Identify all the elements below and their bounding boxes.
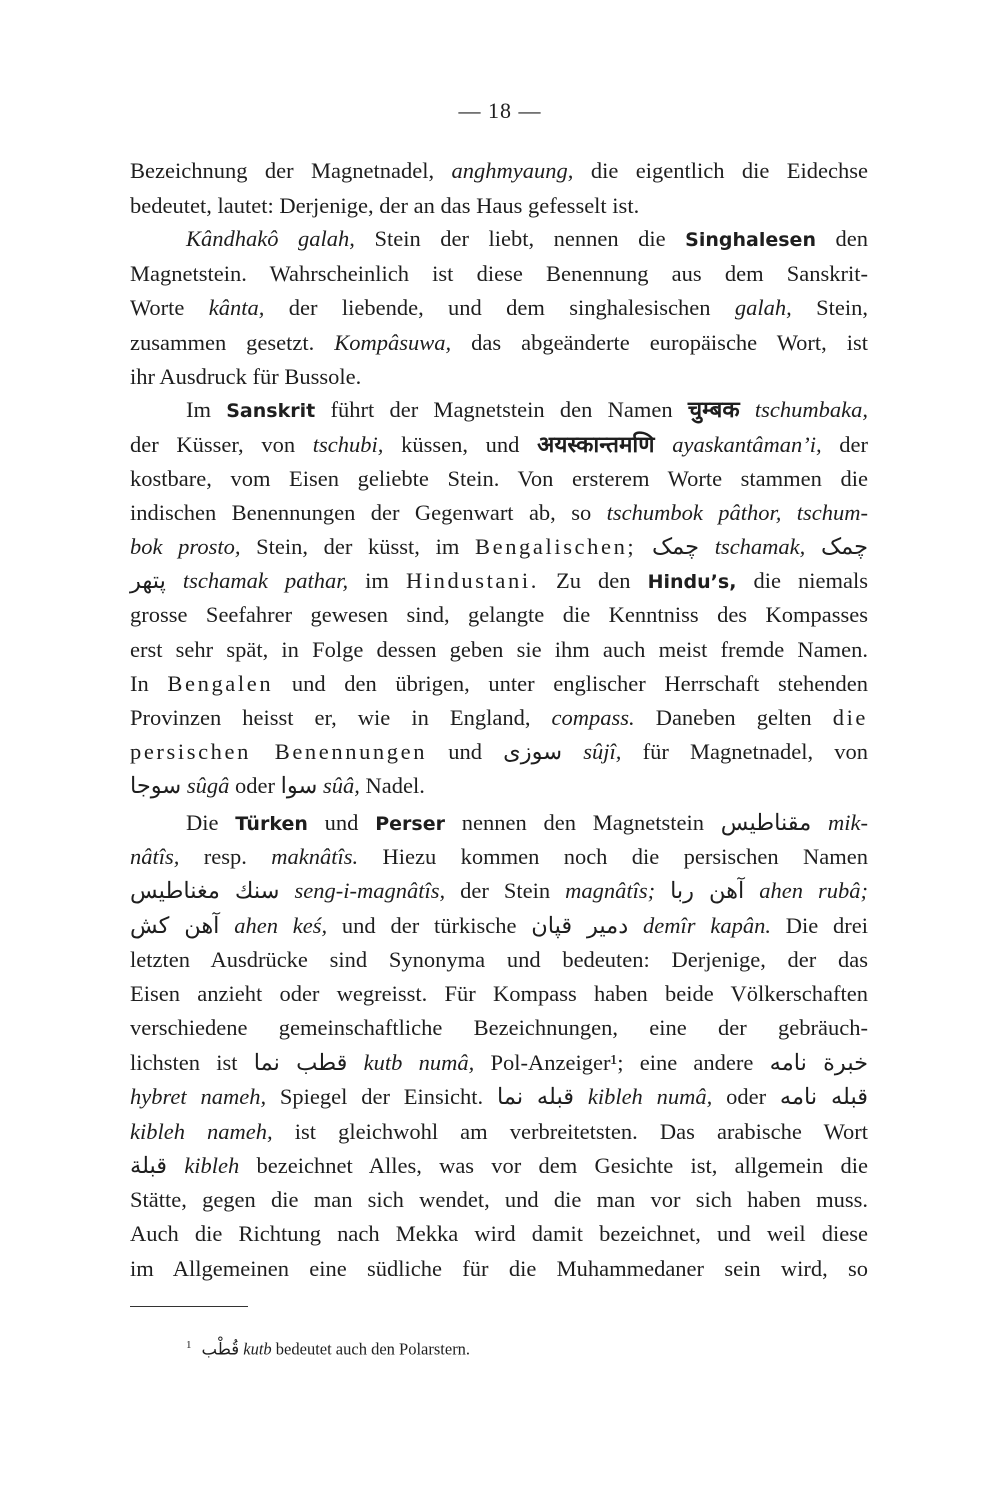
text-line [130, 909, 868, 943]
text-run: Zu den [538, 568, 648, 593]
text-run: In [130, 671, 168, 696]
italic-term: sûjî, [583, 739, 622, 764]
text-run: grosse Seefahrer gewesen sind, gelangte die Kenntniss des Kompasses [130, 602, 868, 627]
italic-term: anghmyaung, [451, 158, 574, 183]
text-run: nennen den Magnetstein مقناطيس [444, 810, 829, 835]
italic-term: kibleh [184, 1153, 240, 1178]
text-line [130, 564, 868, 598]
italic-term: demîr kapân. [643, 913, 771, 938]
text-run: سوجا [130, 773, 187, 798]
italic-term: ahen keś, [234, 913, 328, 938]
text-line [130, 701, 868, 735]
text-run: und سوزی [427, 739, 584, 764]
text-run: Nadel. [359, 773, 425, 798]
text-run: oder قبله نامه [712, 1084, 869, 1109]
text-line [130, 667, 868, 701]
text-run: bedeutet, lautet: Derjenige, der an das Haus gefesselt ist. [130, 193, 640, 218]
italic-term: kibleh nameh, [130, 1119, 273, 1144]
text-run: erst sehr spät, in Folge dessen geben sie ihm auch meist fremde Namen. [130, 637, 868, 662]
text-line [130, 1149, 868, 1183]
text-line [130, 633, 868, 667]
text-line [130, 1011, 868, 1045]
italic-term: ayaskantâman’i, [672, 432, 822, 457]
page-number: — 18 — [458, 98, 542, 123]
text-run: آهن كش [130, 913, 235, 938]
text-run: چمک [636, 534, 715, 559]
italic-term: tschamak pathar, [182, 568, 349, 593]
text-line [130, 1217, 868, 1251]
text-run: Stein, der küsst, im [240, 534, 476, 559]
italic-term: maknâtîs. [271, 844, 359, 869]
italic-term: bok prosto, [130, 534, 241, 559]
text-line [130, 1183, 868, 1217]
devanagari-term: अयस्कान्तमणि [537, 432, 655, 457]
devanagari-term: चुम्बक [687, 397, 740, 422]
text-line [130, 840, 868, 874]
text-line [186, 222, 868, 256]
text-run: ist gleichwohl am verbreitetsten. Das arabische Wort [272, 1119, 868, 1144]
text-run: kostbare, vom Eisen geliebte Stein. Von ersterem Worte stammen die [130, 466, 868, 491]
text-run: پتهر [130, 568, 183, 593]
text-line [130, 326, 868, 360]
text-run: Magnetstein. Wahrscheinlich ist diese Benennung aus dem Sanskrit- [130, 261, 868, 286]
text-run: Stein, [791, 295, 868, 320]
text-line [130, 735, 868, 769]
spaced-word: Bengalischen; [475, 534, 637, 559]
text-run: zusammen gesetzt. [130, 330, 335, 355]
footnote-text: bedeutet auch den Polarstern. [271, 1339, 471, 1359]
italic-term: kibleh numâ, [587, 1084, 713, 1109]
text-run: die niemals [736, 568, 869, 593]
text-line [130, 943, 868, 977]
text-run: der [821, 432, 869, 457]
text-run: Spiegel der Einsicht. قبله نما [266, 1084, 588, 1109]
italic-term: sûgâ [186, 773, 230, 798]
text-line [130, 874, 868, 908]
text-run: der Stein [445, 878, 566, 903]
footnote-arabic: قُطْب [201, 1339, 240, 1359]
text-line [186, 393, 868, 427]
text-run: ihr Ausdruck für Bussole. [130, 364, 362, 389]
footnote-separator [130, 1306, 248, 1307]
text-line [130, 1080, 868, 1114]
italic-term: sûâ, [322, 773, 360, 798]
emphasized-name: Perser [375, 813, 445, 835]
text-run: letzten Ausdrücke sind Synonyma und bedeuten: Derjenige, der das [130, 947, 868, 972]
footnote [186, 1332, 470, 1363]
text-line [130, 977, 868, 1011]
text-line [130, 257, 868, 291]
text-run: Pol-Anzeiger¹; eine andere خبرة نامه [474, 1050, 869, 1075]
text-line [130, 530, 868, 564]
italic-term: kutb numâ, [363, 1050, 475, 1075]
text-run: Stein der liebt, nennen die [354, 226, 686, 251]
text-line [186, 806, 868, 840]
text-line [130, 1115, 868, 1149]
spaced-word: Hindustani. [405, 568, 539, 593]
text-run: Daneben gelten [634, 705, 833, 730]
text-run: Die drei [770, 913, 869, 938]
text-line [130, 360, 868, 394]
text-line [130, 769, 868, 803]
italic-term: hybret nameh, [130, 1084, 267, 1109]
text-run: für Magnetnadel, von [621, 739, 868, 764]
emphasized-name: Türken [235, 813, 308, 835]
text-run [655, 432, 673, 457]
italic-term: nâtîs, [130, 844, 180, 869]
spaced-word: die [832, 705, 869, 730]
text-run: den [815, 226, 868, 251]
text-run: küssen, und [383, 432, 538, 457]
text-run: verschiedene gemeinschaftliche Bezeichnungen, eine der gebräuch- [130, 1015, 868, 1040]
text-run: indischen Benennungen der Gegenwart ab, so [130, 500, 607, 525]
text-run: قبلة [130, 1153, 185, 1178]
text-run: oder سوا [229, 773, 323, 798]
italic-term: tschumbaka, [754, 397, 868, 422]
text-run: bezeichnet Alles, was vor dem Gesichte ist, allgemein die [239, 1153, 869, 1178]
footnote-marker: 1 [186, 1339, 192, 1351]
italic-term: tschumbok pâthor, tschum- [606, 500, 868, 525]
text-run: resp. [179, 844, 272, 869]
text-line [130, 189, 868, 223]
text-run: lichsten ist قطب نما [130, 1050, 364, 1075]
emphasized-name: Hindu’s, [647, 571, 737, 593]
text-line [130, 1252, 868, 1286]
spaced-word: Bengalen [167, 671, 274, 696]
italic-term: tschubi, [312, 432, 384, 457]
text-run: im [348, 568, 406, 593]
text-run: Hiezu kommen noch die persischen Namen [358, 844, 868, 869]
text-line [130, 428, 868, 462]
text-run [740, 397, 755, 422]
text-run: سنك مغناطيس [130, 878, 295, 903]
italic-term: magnâtîs; [565, 878, 656, 903]
text-run: Im [186, 397, 227, 422]
italic-term: ahen rubâ; [759, 878, 868, 903]
italic-term: compass. [551, 705, 635, 730]
italic-term: galah, [734, 295, 792, 320]
text-run: das abgeänderte europäische Wort, ist [451, 330, 868, 355]
text-run: und [307, 810, 376, 835]
text-line [130, 496, 868, 530]
text-line [130, 462, 868, 496]
text-line [130, 598, 868, 632]
footnote-term: kutb [243, 1339, 272, 1359]
italic-term: Kompâsuwa, [334, 330, 452, 355]
text-run: Stätte, gegen die man sich wendet, und die man vor sich haben muss. [130, 1187, 868, 1212]
italic-term: tschamak, [714, 534, 806, 559]
emphasized-name: Singhalesen [685, 229, 816, 251]
text-line [130, 1046, 868, 1080]
italic-term: seng-i-magnâtîs, [294, 878, 446, 903]
italic-term: mik- [828, 810, 869, 835]
text-run: Provinzen heisst er, wie in England, [130, 705, 552, 730]
italic-term: Kândhakô galah, [186, 226, 355, 251]
text-run: Worte [130, 295, 209, 320]
text-run: im Allgemeinen eine südliche für die Muhammedaner sein wird, so [130, 1256, 868, 1281]
text-run: Auch die Richtung nach Mekka wird damit bezeichnet, und weil diese [130, 1221, 868, 1246]
text-run: Eisen anzieht oder wegreisst. Für Kompass haben beide Völkerschaften [130, 981, 868, 1006]
text-run: Die [186, 810, 236, 835]
text-run: und den übrigen, unter englischer Herrschaft stehenden [273, 671, 868, 696]
text-line [130, 154, 868, 188]
text-run: die eigentlich die Eidechse [573, 158, 868, 183]
text-run: und der türkische دمير قپان [327, 913, 644, 938]
text-run: چمک [805, 534, 869, 559]
text-run: Bezeichnung der Magnetnadel, [130, 158, 452, 183]
text-run: führt der Magnetstein den Namen [315, 397, 688, 422]
italic-term: kânta, [208, 295, 265, 320]
text-line [130, 291, 868, 325]
text-run: آهن ربا [655, 878, 760, 903]
spaced-word: persischen Benennungen [130, 739, 428, 764]
text-run: der liebende, und dem singhalesischen [264, 295, 735, 320]
emphasized-name: Sanskrit [226, 400, 316, 422]
text-run: der Küsser, von [130, 432, 313, 457]
